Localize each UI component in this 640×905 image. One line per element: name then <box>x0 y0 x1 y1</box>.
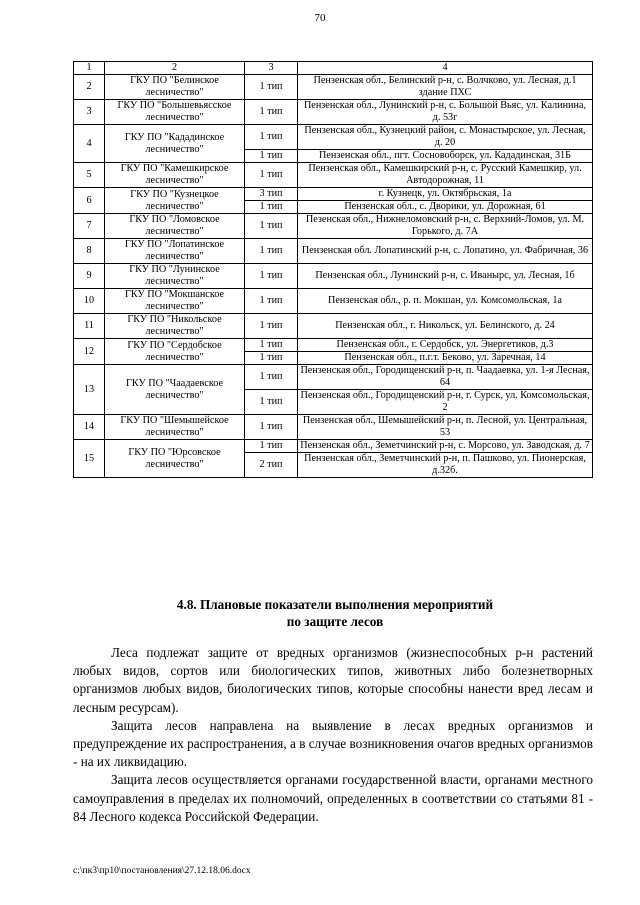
type-cell: 1 тип <box>245 239 298 264</box>
address-cell: Пензенская обл., Земетчинский р-н, с. Морсово, ул. Заводская, д. 7 <box>298 440 593 453</box>
table-header-row <box>74 62 593 75</box>
section-body <box>73 644 593 826</box>
address-cell: Пензенская обл., Белинский р-н, с. Волчково, ул. Лесная, д.1 здание ПХС <box>298 75 593 100</box>
row-number-cell: 3 <box>74 100 105 125</box>
type-cell: 1 тип <box>245 339 298 352</box>
address-cell: Пензенская обл., п.г.т. Беково, ул. Заречная, 14 <box>298 352 593 365</box>
table-body <box>74 62 593 478</box>
table-row <box>74 214 593 239</box>
table-row <box>74 100 593 125</box>
forestry-name-cell: ГКУ ПО "Мокшанское лесничество" <box>105 289 245 314</box>
paragraph: Защита лесов осуществляется органами государственной власти, органами местного самоуправления в пределах их полномочий, определенных в соответствии со статьями 81 - 84 Лесного кодекса Российской Федерации. <box>73 772 593 824</box>
address-cell: Пензенская обл., г. Сердобск, ул. Энергетиков, д.3 <box>298 339 593 352</box>
type-cell: 1 тип <box>245 314 298 339</box>
type-cell: 3 тип <box>245 188 298 201</box>
table-row <box>74 188 593 201</box>
row-number-cell: 15 <box>74 440 105 478</box>
type-cell: 1 тип <box>245 125 298 150</box>
paragraph: Защита лесов направлена на выявление в лесах вредных организмов и предупреждение их распространения, а в случае возникновения очагов вредных организмов - на их ликвидацию. <box>73 717 593 770</box>
type-cell: 1 тип <box>245 390 298 415</box>
header-cell: 2 <box>105 62 245 75</box>
type-cell: 1 тип <box>245 352 298 365</box>
section-heading-line-2: по защите лесов <box>286 614 384 629</box>
row-number-cell: 9 <box>74 264 105 289</box>
section-heading-line-1: 4.8. Плановые показатели выполнения мероприятий <box>176 597 494 612</box>
address-cell: Пензенская обл. Лопатинский р-н, с. Лопатино, ул. Фабричная, 36 <box>298 239 593 264</box>
forestry-name-cell: ГКУ ПО "Кузнецкое лесничество" <box>105 188 245 214</box>
forestry-name-cell: ГКУ ПО "Лунинское лесничество" <box>105 264 245 289</box>
forestry-name-cell: ГКУ ПО "Белинское лесничество" <box>105 75 245 100</box>
type-cell: 1 тип <box>245 163 298 188</box>
row-number-cell: 10 <box>74 289 105 314</box>
address-cell: Пензенская обл., г. Никольск, ул. Белинского, д. 24 <box>298 314 593 339</box>
row-number-cell: 2 <box>74 75 105 100</box>
row-number-cell: 11 <box>74 314 105 339</box>
address-cell: Пензенская обл., Лунинский р-н, с. Большой Вьяс, ул. Калинина, д. 53г <box>298 100 593 125</box>
row-number-cell: 4 <box>74 125 105 163</box>
row-number-cell: 6 <box>74 188 105 214</box>
table-row <box>74 365 593 390</box>
section-heading <box>80 596 590 630</box>
type-cell: 1 тип <box>245 150 298 163</box>
row-number-cell: 12 <box>74 339 105 365</box>
type-cell: 1 тип <box>245 415 298 440</box>
table-row <box>74 163 593 188</box>
forestry-name-cell: ГКУ ПО "Шемышейское лесничество" <box>105 415 245 440</box>
table-row <box>74 314 593 339</box>
type-cell: 1 тип <box>245 264 298 289</box>
type-cell: 1 тип <box>245 214 298 239</box>
row-number-cell: 13 <box>74 365 105 415</box>
forestry-table <box>73 61 593 478</box>
address-cell: Пензенская обл., Кузнецкий район, с. Монастырское, ул. Лесная, д. 20 <box>298 125 593 150</box>
forestry-name-cell: ГКУ ПО "Юрсовское лесничество" <box>105 440 245 478</box>
forestry-name-cell: ГКУ ПО "Камешкирское лесничество" <box>105 163 245 188</box>
address-cell: Пензенская обл., с. Дворики, ул. Дорожная, 61 <box>298 201 593 214</box>
address-cell: Пензенская обл., пгт. Сосновоборск, ул. Кададинская, 31Б <box>298 150 593 163</box>
table-row <box>74 415 593 440</box>
header-cell: 4 <box>298 62 593 75</box>
type-cell: 1 тип <box>245 440 298 453</box>
address-cell: Пезенская обл., Нижнеломовский р-н, с. Верхний-Ломов, ул. М. Горького, д. 7А <box>298 214 593 239</box>
type-cell: 1 тип <box>245 75 298 100</box>
row-number-cell: 8 <box>74 239 105 264</box>
row-number-cell: 7 <box>74 214 105 239</box>
forestry-name-cell: ГКУ ПО "Кададинское лесничество" <box>105 125 245 163</box>
forestry-name-cell: ГКУ ПО "Сердобское лесничество" <box>105 339 245 365</box>
table-row <box>74 289 593 314</box>
address-cell: Пензенская обл., Лунинский р-н, с. Иванырс, ул. Лесная, 1б <box>298 264 593 289</box>
type-cell: 1 тип <box>245 201 298 214</box>
type-cell: 1 тип <box>245 365 298 390</box>
forestry-name-cell: ГКУ ПО "Большевьясское лесничество" <box>105 100 245 125</box>
table-row <box>74 264 593 289</box>
table-row <box>74 440 593 453</box>
address-cell: г. Кузнецк, ул. Октябрьская, 1а <box>298 188 593 201</box>
address-cell: Пензенская обл., Камешкирский р-н, с. Русский Камешкир, ул. Автодорожная, 11 <box>298 163 593 188</box>
table-row <box>74 125 593 150</box>
forestry-name-cell: ГКУ ПО "Никольское лесничество" <box>105 314 245 339</box>
page-number: 70 <box>314 12 326 24</box>
table-row <box>74 239 593 264</box>
paragraph: Леса подлежат защите от вредных организмов (жизнеспособных р-н растений любых видов, сортов или биологических типов, животных либо болезнетворных организмов любых видов, биологических типов, которые способны нанести вред лесам и лесным ресурсам). <box>73 645 593 715</box>
row-number-cell: 5 <box>74 163 105 188</box>
address-cell: Пензенская обл., Городищенский р-н, п. Чаадаевка, ул. 1-я Лесная, 64 <box>298 365 593 390</box>
header-cell: 3 <box>245 62 298 75</box>
table-row <box>74 75 593 100</box>
type-cell: 2 тип <box>245 453 298 478</box>
footer-file-path: c:\пк3\пр10\постановления\27.12.18.06.docx <box>73 866 251 876</box>
type-cell: 1 тип <box>245 100 298 125</box>
row-number-cell: 14 <box>74 415 105 440</box>
forestry-name-cell: ГКУ ПО "Лопатинское лесничество" <box>105 239 245 264</box>
address-cell: Пензенская обл., Земетчинский р-н, п. Пашково, ул. Пионерская, д.32б. <box>298 453 593 478</box>
address-cell: Пензенская обл., Городищенский р-н, г. Сурск, ул. Комсомольская, 2 <box>298 390 593 415</box>
address-cell: Пензенская обл., Шемышейский р-н, п. Лесной, ул. Центральная, 53 <box>298 415 593 440</box>
forestry-name-cell: ГКУ ПО "Ломовское лесничество" <box>105 214 245 239</box>
type-cell: 1 тип <box>245 289 298 314</box>
header-cell: 1 <box>74 62 105 75</box>
address-cell: Пензенская обл., р. п. Мокшан, ул. Комсомольская, 1а <box>298 289 593 314</box>
table-row <box>74 339 593 352</box>
forestry-name-cell: ГКУ ПО "Чаадаевское лесничество" <box>105 365 245 415</box>
